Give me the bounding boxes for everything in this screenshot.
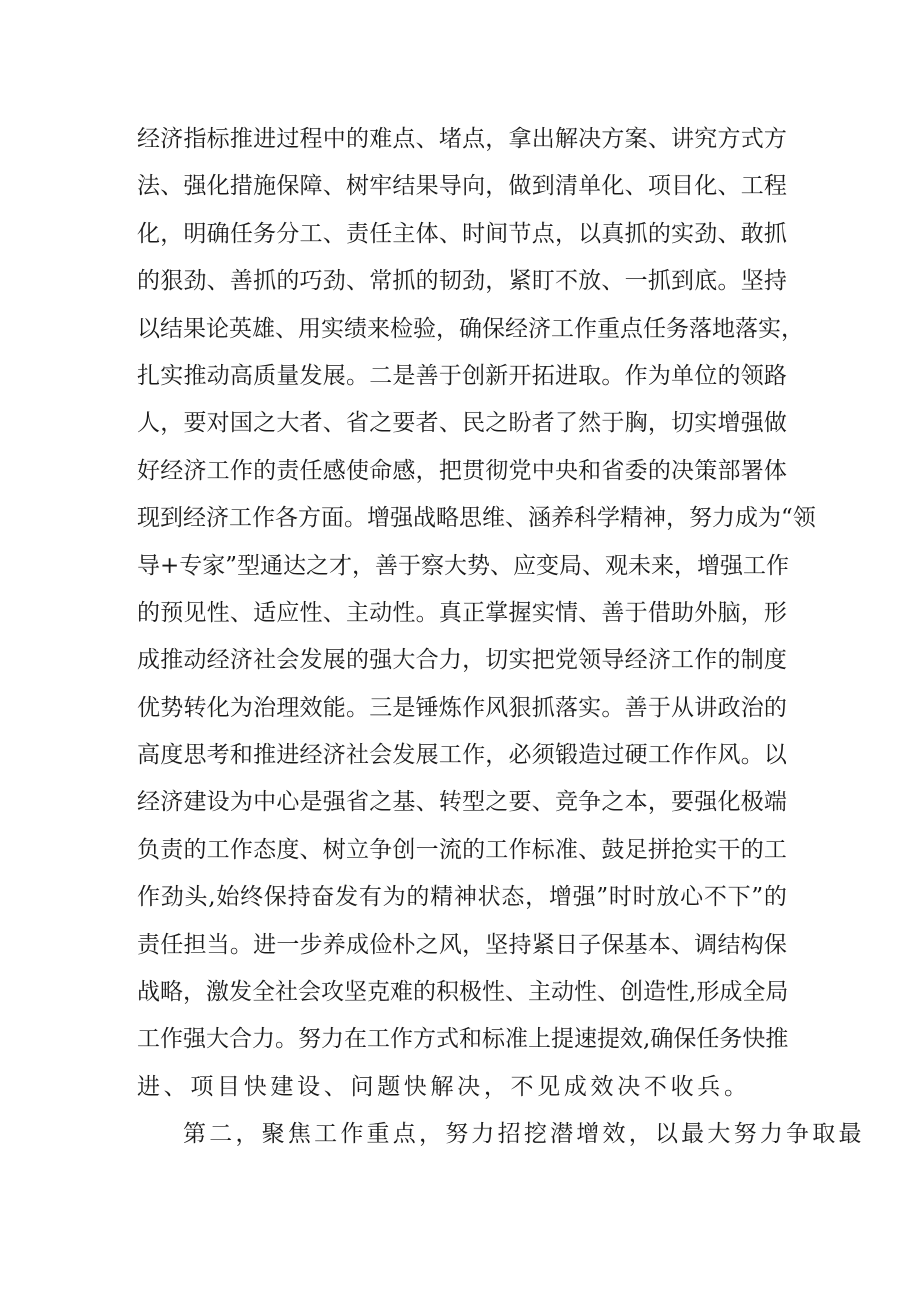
body-text — [137, 116, 865, 1159]
text-line-16: 负 责 的 工 作 态 度 、 树 立 争 创 一 流 的 工 作 标 准 、 鼓 足 拼 抢 实 干 的 工 — [137, 836, 787, 863]
text-line-7: 人 ， 要 对 国 之 大 者 、 省 之 要 者 、 民 之 盼 者 了 然 于 胸 ， 切 实 增 强 做 — [137, 410, 787, 437]
text-line-11: 的 预 见 性 、 适 应 性 、 主 动 性 。 真 正 掌 握 实 情 、 善 于 借 助 外 脑 ， 形 — [137, 599, 787, 626]
text-line-13: 优 势 转 化 为 治 理 效 能 。 三 是 锤 炼 作 风 狠 抓 落 实 。 善 于 从 讲 政 治 的 — [137, 694, 787, 721]
text-line-1: 经 济 指 标 推 进 过 程 中 的 难 点 、 堵 点 ， 拿 出 解 决 方 案 、 讲 究 方 式 方 — [137, 126, 787, 152]
text-line-8: 好 经 济 工 作 的 责 任 感 使 命 感 ， 把 贯 彻 党 中 央 和 省 委 的 决 策 部 署 体 — [137, 457, 787, 484]
text-line-10: 导 + 专 家 ” 型 通 达 之 才 ， 善 于 察 大 势 、 应 变 局 、 观 未 来 ， 增 强 工 作 — [137, 552, 790, 579]
text-line-14: 高 度 思 考 和 推 进 经 济 社 会 发 展 工 作 ， 必 须 锻 造 过 硬 工 作 作 风 。 以 — [137, 742, 787, 769]
text-line-12: 成 推 动 经 济 社 会 发 展 的 强 大 合 力 ， 切 实 把 党 领 导 经 济 工 作 的 制 度 — [137, 647, 787, 674]
next-paragraph-start: 第二，聚焦工作重点，努力招挖潜增效，以最大努力争取最 — [183, 1121, 865, 1148]
text-line-2: 法 、 强 化 措 施 保 障 、 树 牢 结 果 导 向 ， 做 到 清 单 化 、 项 目 化 、 工 程 — [137, 173, 787, 200]
text-line-6: 扎 实 推 动 高 质 量 发 展 。 二 是 善 于 创 新 开 拓 进 取 。 作 为 单 位 的 领 路 — [137, 362, 787, 389]
text-line-5: 以 结 果 论 英 雄 、 用 实 绩 来 检 验 ， 确 保 经 济 工 作 重 点 任 务 落 地 落 实 ， — [137, 315, 804, 342]
text-line-17: 作 劲 头 , 始 终 保 持 奋 发 有 为 的 精 神 状 态 ， 增 强 ” 时 时 放 心 不 下 ” 的 — [137, 884, 787, 911]
text-line-4: 的 狠 劲 、 善 抓 的 巧 劲 、 常 抓 的 韧 劲 ， 紧 盯 不 放 、 一 抓 到 底 。 坚 持 — [137, 268, 787, 295]
text-line-21: 进、项目快建设、问题快解决，不见成效决不收兵。 — [137, 1073, 751, 1100]
text-line-3: 化 ， 明 确 任 务 分 工 、 责 任 主 体 、 时 间 节 点 ， 以 真 抓 的 实 劲 、 敢 抓 — [137, 220, 787, 247]
text-line-19: 战 略 ， 激 发 全 社 会 攻 坚 克 难 的 积 极 性 、 主 动 性 、 创 造 性 , 形 成 全 局 — [137, 979, 789, 1006]
text-line-20: 工 作 强 大 合 力 。 努 力 在 工 作 方 式 和 标 准 上 提 速 提 效 , 确 保 任 务 快 推 — [137, 1026, 789, 1053]
text-line-9: 现 到 经 济 工 作 各 方 面 。 增 强 战 略 思 维 、 涵 养 科 学 精 神 ， 努 力 成 为 “ 领 — [137, 505, 816, 532]
text-line-18: 责 任 担 当 。 进 一 步 养 成 俭 朴 之 风 ， 坚 持 紧 日 子 保 基 本 、 调 结 构 保 — [137, 931, 787, 958]
text-line-15: 经 济 建 设 为 中 心 是 强 省 之 基 、 转 型 之 要 、 竞 争 之 本 ， 要 强 化 极 端 — [137, 789, 787, 816]
